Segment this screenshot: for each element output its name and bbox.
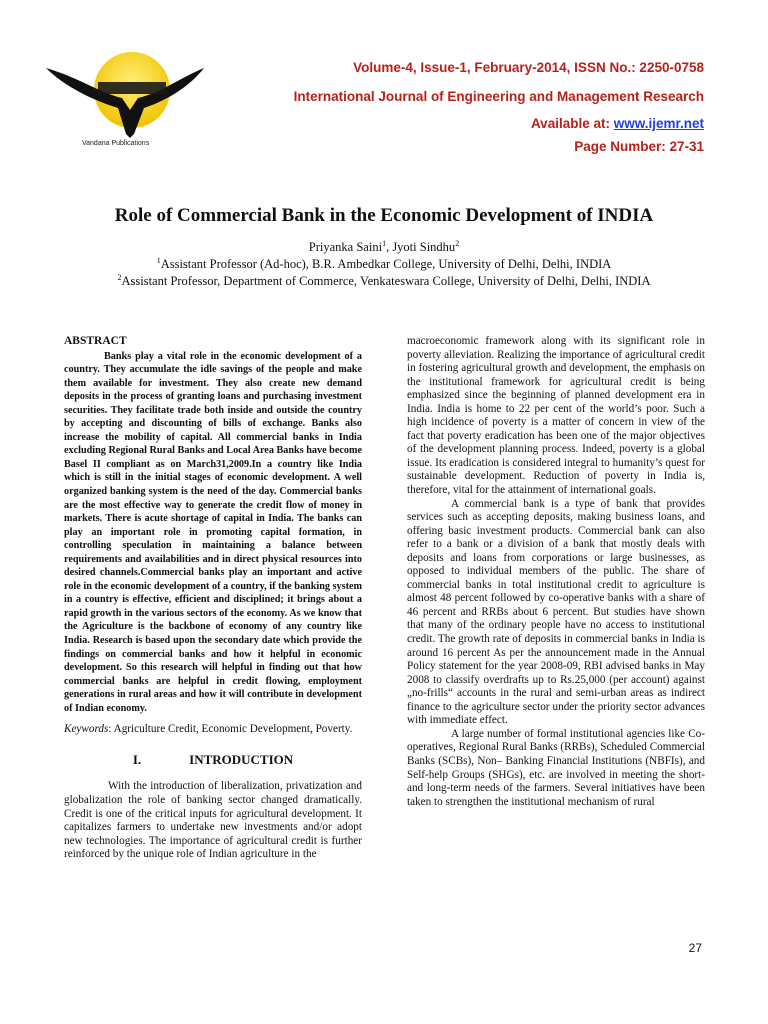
section-title: INTRODUCTION <box>189 751 294 767</box>
author-2-sup: 2 <box>455 239 460 248</box>
paper-title: Role of Commercial Bank in the Economic Development of INDIA <box>114 205 654 226</box>
affiliation-1 <box>0 256 768 272</box>
abstract-heading: ABSTRACT <box>64 335 127 347</box>
abstract-text: Banks play a vital role in the economic development of a country. They accumulate the idle savings of the people and make them available for investment. They also create new demand deposits in the process of granting loans and purchasing investment securities. They facilitate trade both inside and outside the country by accepting and discounting of bills of exchange. Banks also increase the mobility of capital. All commercial banks in India excluding Regional Rural Banks and Local Area Banks have become Basel II compliant as on March31,2009.In a country like India which is still in the initial stages of economic development. A well organized banking system is the need of the day. Commercial banks are the most effective way to generate the credit flow of money in markets. There is acute shortage of capital in India. The banks can play an important role in promoting capital formation, in controlling speculation in maintaining a balance between requirements and availabilities and in direct physical resources into desired channels.Commercial banks play an important and active role in the economic development of a country, if the banking system in a country is effective, efficient and disciplined; it brings about a rapid growth in the various sectors of the economy. As we know that the Agriculture is the backbone of economy of any country like India. Research is based upon the secondary date which provide the findings on commercial banks and how it helpful in economic development. So this research will helpful in finding out that how commercial banks are helpful in credit flowing, employment generations in rural areas and how it will contribute in development of Indian economy. <box>64 350 362 714</box>
journal-url-link[interactable]: www.ijemr.net <box>613 116 704 131</box>
intro-paragraph-1: With the introduction of liberalization, privatization and globalization the role of banking sector changed dramatically. Credit is one of the critical inputs for agricultural development. It capitalizes farmers to undertake new investments and/or adopt new technologies. The importance of agricultural credit is further reinforced by the unique role of Indian agriculture in the <box>64 780 362 861</box>
left-column <box>64 335 362 862</box>
available-label: Available at: <box>530 116 614 131</box>
page-number-range: Page Number: 27-31 <box>574 139 704 154</box>
right-column <box>407 335 705 809</box>
affiliation-2 <box>0 273 768 289</box>
author-2: , Jyoti Sindhu <box>386 240 456 255</box>
affiliation-1-text: Assistant Professor (Ad-hoc), B.R. Ambedkar College, University of Delhi, Delhi, INDIA <box>160 257 612 272</box>
affiliation-2-sup: 2 <box>117 273 122 282</box>
author-1: Priyanka Saini <box>308 240 383 255</box>
affiliation-2-text: Assistant Professor, Department of Commerce, Venkateswara College, University of Delhi, Delhi, INDIA <box>121 274 651 289</box>
right-paragraph-3: A large number of formal institutional agencies like Co-operatives, Regional Rural Banks (RRBs), Scheduled Commercial Banks (SCBs), Non– Banking Financial Institutions (NBFIs), and Self-help Groups (SHGs), etc. are involved in meeting the short- and long-term needs of the farmers. Several initiatives have been taken to strengthen the institutional mechanism of rural <box>407 727 705 808</box>
page-number: 27 <box>688 941 702 955</box>
keywords-list: : Agriculture Credit, Economic Development, Poverty. <box>108 723 353 736</box>
section-number: I. <box>132 751 142 767</box>
volume-info: Volume-4, Issue-1, February-2014, ISSN No.: 2250-0758 <box>353 60 704 75</box>
keywords-label: Keywords <box>64 723 109 736</box>
publisher-name: Vandana Publications <box>82 140 150 147</box>
journal-name: International Journal of Engineering and Management Research <box>293 89 704 104</box>
affiliation-1-sup: 1 <box>156 256 161 265</box>
author-1-sup: 1 <box>382 239 387 248</box>
right-paragraph-1: macroeconomic framework along with its significant role in poverty alleviation. Realizing the importance of agricultural credit in fostering agricultural growth and development, the emphasis on the institutional framework for agricultural credit is being emphasized since the beginning of planned development era in India. India is home to 22 per cent of the world’s poor. Such a high incidence of poverty is a matter of concern in view of the fact that poverty eradication has been one of the major objectives of the development planning process. Indeed, poverty is a global issue. Its eradication is considered integral to humanity’s quest for sustainable development. Reduction of poverty in India is, therefore, vital for the attainment of international goals. <box>407 335 705 497</box>
keywords <box>64 723 362 737</box>
availability-line <box>531 116 704 131</box>
publisher-logo <box>40 38 210 148</box>
authors-line <box>0 239 768 255</box>
right-paragraph-2: A commercial bank is a type of bank that provides services such as accepting deposits, making business loans, and offering basic investment products. Commercial bank can also refer to a bank or a division of a bank that mostly deals with deposits and loans from corporations or large businesses, as opposed to individual members of the public. The share of commercial banks in total institutional credit to agriculture is almost 48 percent followed by co-operative banks with a share of 46 percent and RRBs about 6 percent. But studies have shown that many of the ordinary people have no access to institutional credit. The growth rate of deposits in commercial banks in India is around 16 percent As per the announcement made in the Annual Policy statement for the year 2008-09, RBI advised banks in May 2008 to classify overdrafts up to Rs.25,000 (per account) against „no-frills“ accounts in the rural and semi-urban areas as indirect finance to the agriculture sector under the priority sector advances with immediate effect. <box>407 497 705 727</box>
section-heading-introduction <box>64 753 362 767</box>
